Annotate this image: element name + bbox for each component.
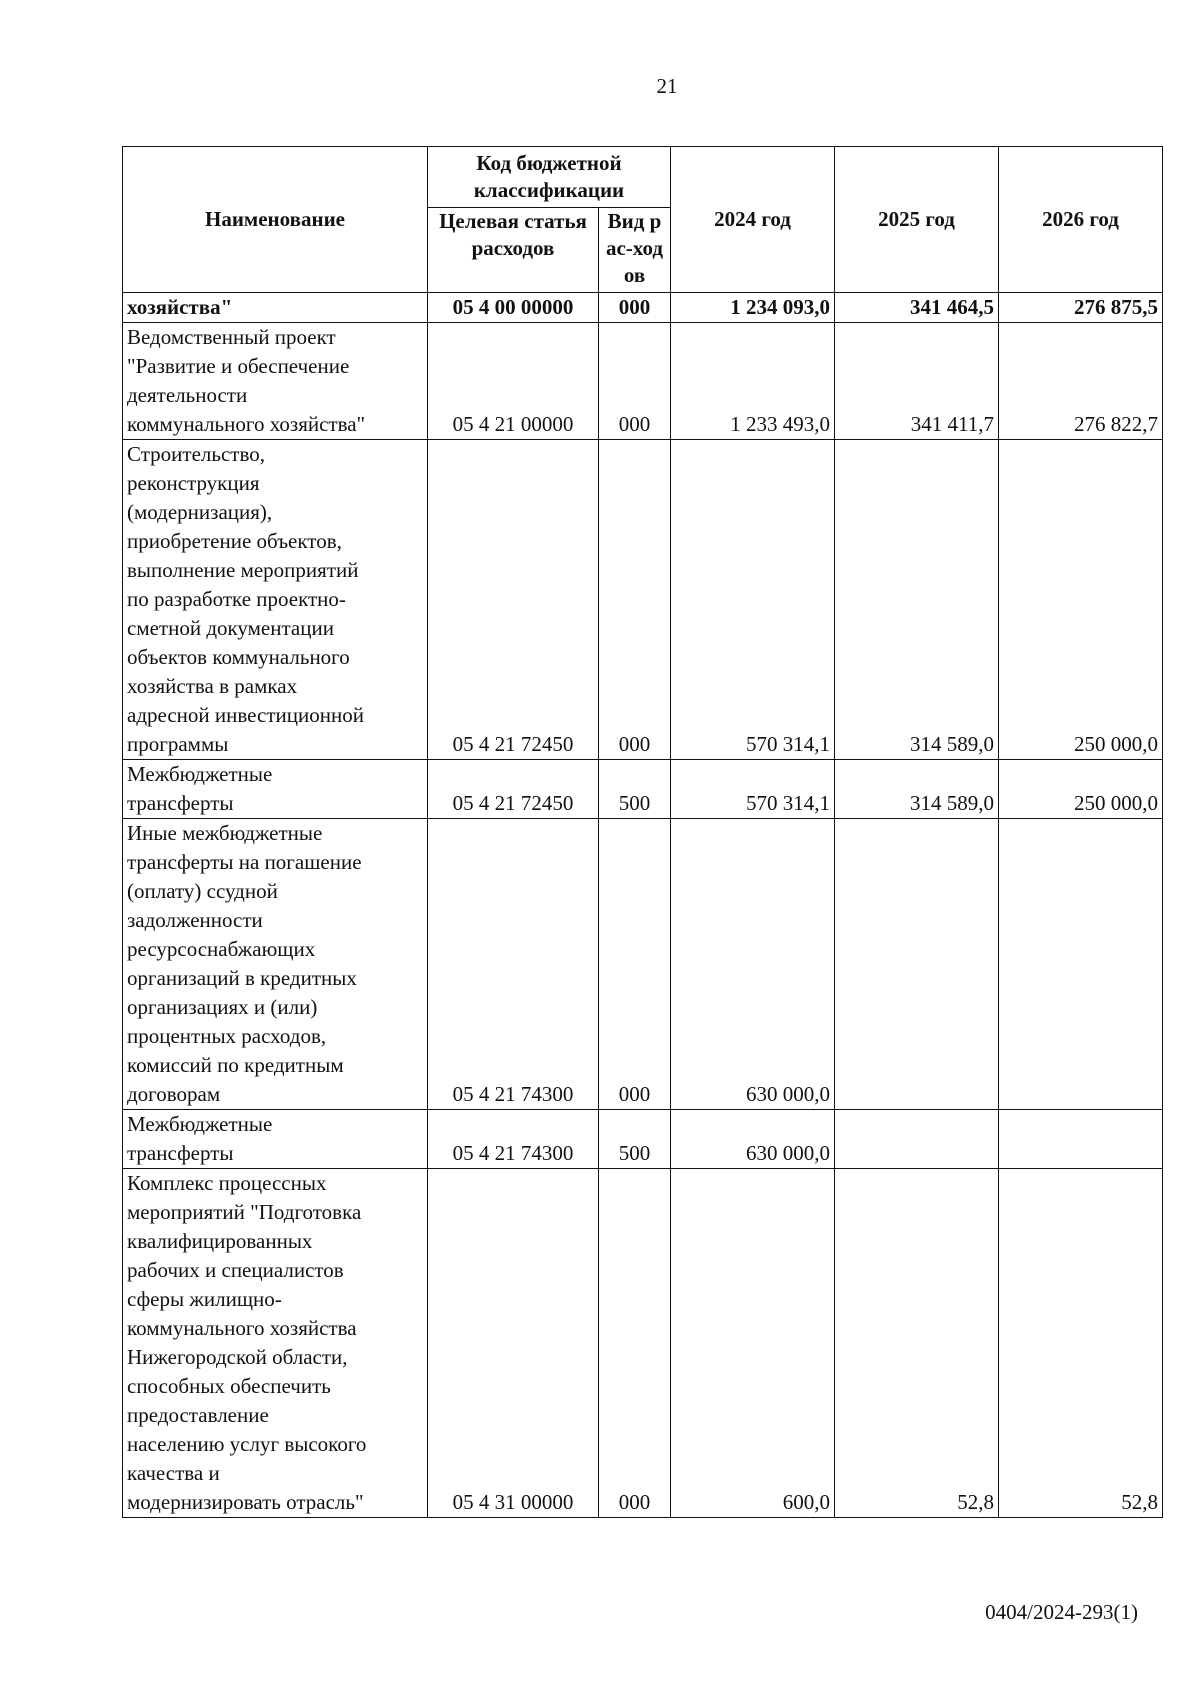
row-name: Ведомственный проект "Развитие и обеспечение деятельности коммунального хозяйства" [123, 323, 428, 440]
row-name: Иные межбюджетные трансферты на погашение (оплату) ссудной задолженности ресурсоснабжающих организаций в кредитных организациях и (или) процентных расходов, комиссий по кредитным договорам [123, 819, 428, 1110]
row-kind: 000 [599, 323, 671, 440]
row-code: 05 4 21 74300 [428, 1110, 599, 1169]
row-code: 05 4 31 00000 [428, 1169, 599, 1518]
row-name: хозяйства" [123, 293, 428, 323]
row-name: Межбюджетные трансферты [123, 760, 428, 819]
row-kind: 000 [599, 819, 671, 1110]
budget-table [122, 146, 1163, 1518]
row-code: 05 4 21 72450 [428, 760, 599, 819]
row-kind: 500 [599, 760, 671, 819]
header-budget-code: Код бюджетной классификации [428, 147, 671, 208]
table-row [123, 293, 1163, 323]
row-code: 05 4 21 00000 [428, 323, 599, 440]
row-2025 [835, 1110, 999, 1169]
table-row [123, 819, 1163, 1110]
table-row [123, 440, 1163, 760]
row-2024: 1 234 093,0 [671, 293, 835, 323]
table-row [123, 323, 1163, 440]
header-2025: 2025 год [835, 147, 999, 293]
header-name: Наименование [123, 147, 428, 293]
row-2026 [999, 819, 1163, 1110]
row-2025: 341 464,5 [835, 293, 999, 323]
row-name: Комплекс процессных мероприятий "Подготовка квалифицированных рабочих и специалистов сферы жилищно- коммунального хозяйства Нижегородской области, способных обеспечить предоставление населению услуг высокого качества и модернизировать отрасль" [123, 1169, 428, 1518]
row-name: Строительство, реконструкция (модернизация), приобретение объектов, выполнение мероприятий по разработке проектно- сметной документации объектов коммунального хозяйства в рамках адресной инвестиционной программы [123, 440, 428, 760]
row-2026: 250 000,0 [999, 760, 1163, 819]
row-2025: 341 411,7 [835, 323, 999, 440]
header-2026: 2026 год [999, 147, 1163, 293]
row-2025 [835, 819, 999, 1110]
row-2025: 52,8 [835, 1169, 999, 1518]
row-2024: 630 000,0 [671, 1110, 835, 1169]
header-2024: 2024 год [671, 147, 835, 293]
row-2026: 250 000,0 [999, 440, 1163, 760]
row-2026: 276 875,5 [999, 293, 1163, 323]
row-2025: 314 589,0 [835, 760, 999, 819]
table-row [123, 1169, 1163, 1518]
table-row [123, 1110, 1163, 1169]
row-kind: 000 [599, 1169, 671, 1518]
table-row [123, 760, 1163, 819]
header-expense-kind: Вид рас-ходов [599, 208, 671, 293]
row-2024: 1 233 493,0 [671, 323, 835, 440]
row-code: 05 4 00 00000 [428, 293, 599, 323]
row-kind: 000 [599, 440, 671, 760]
row-2024: 570 314,1 [671, 440, 835, 760]
row-code: 05 4 21 74300 [428, 819, 599, 1110]
row-2026: 276 822,7 [999, 323, 1163, 440]
row-kind: 500 [599, 1110, 671, 1169]
row-2025: 314 589,0 [835, 440, 999, 760]
row-2024: 570 314,1 [671, 760, 835, 819]
row-kind: 000 [599, 293, 671, 323]
document-number: 0404/2024-293(1) [985, 1600, 1138, 1624]
row-2024: 600,0 [671, 1169, 835, 1518]
page-number: 21 [656, 74, 678, 98]
row-2026: 52,8 [999, 1169, 1163, 1518]
header-target-article: Целевая статья расходов [428, 208, 599, 293]
row-2024: 630 000,0 [671, 819, 835, 1110]
row-2026 [999, 1110, 1163, 1169]
row-name: Межбюджетные трансферты [123, 1110, 428, 1169]
row-code: 05 4 21 72450 [428, 440, 599, 760]
